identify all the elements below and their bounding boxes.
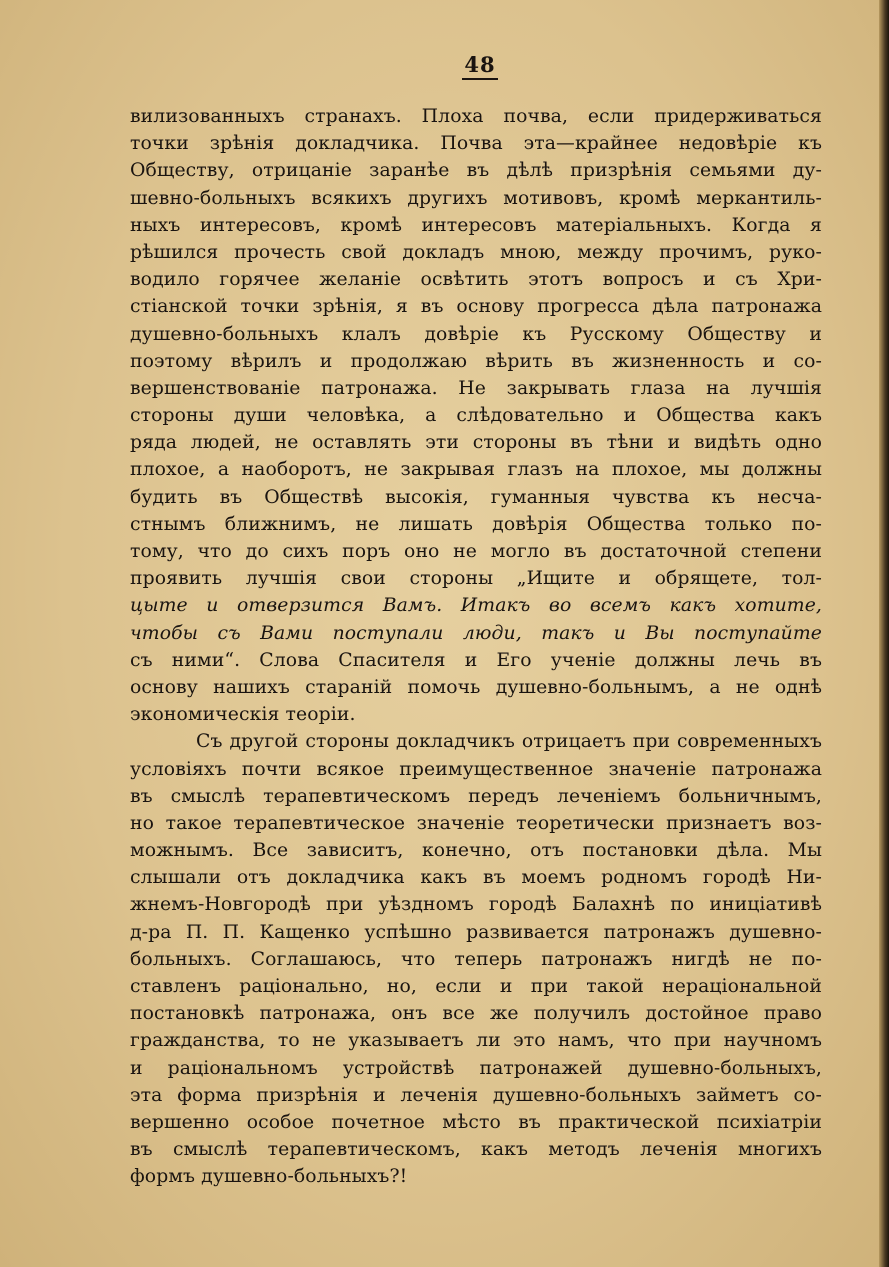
text-line: въ смыслѣ терапевтическомъ передъ леченіемъ больничнымъ, — [130, 785, 822, 807]
text-line: основу нашихъ стараній помочь душевно-больнымъ, а не однѣ — [130, 676, 822, 698]
text-line: рѣшился прочесть свой докладъ мною, между прочимъ, руко- — [130, 241, 822, 263]
text-line: Обществу, отрицаніе заранѣе въ дѣлѣ призрѣнія семьями ду- — [130, 160, 822, 182]
text-line: поэтому вѣрилъ и продолжаю вѣрить въ жизненность и со- — [130, 350, 822, 372]
paragraph-1 — [130, 103, 822, 728]
text-line-italic: цыте и отверзится Вамъ. Итакъ во всемъ какъ хотите, — [130, 595, 822, 617]
text-line: тому, что до сихъ поръ оно не могло въ достаточной степени — [130, 541, 822, 562]
text-line: ныхъ интересовъ, кромѣ интересовъ матеріальныхъ. Когда я — [130, 214, 822, 236]
text-line: и раціональномъ устройствѣ патронажей душевно-больныхъ, — [130, 1057, 822, 1079]
page-edge-shadow — [879, 0, 889, 1267]
text-line: водило горячее желаніе освѣтить этотъ вопросъ и съ Хри- — [130, 269, 822, 291]
text-line: больныхъ. Соглашаюсь, что теперь патронажъ нигдѣ не по- — [130, 948, 822, 970]
text-line: стіанской точки зрѣнія, я въ основу прогресса дѣла патронажа — [130, 296, 822, 318]
text-line: эта форма призрѣнія и леченія душевно-больныхъ займетъ со- — [130, 1084, 822, 1106]
text-line: будить въ Обществѣ высокія, гуманныя чувства къ несча- — [130, 486, 822, 508]
body-text — [130, 103, 822, 1191]
text-line: гражданства, то не указываетъ ли это намъ, что при научномъ — [130, 1030, 822, 1052]
paragraph-2 — [130, 728, 822, 1190]
text-line: постановкѣ патронажа, онъ все же получилъ достойное право — [130, 1003, 822, 1025]
text-line: стнымъ ближнимъ, не лишать довѣрія Общества только по- — [130, 513, 822, 535]
text-line: условіяхъ почти всякое преимущественное значеніе патронажа — [130, 758, 822, 780]
text-line: ряда людей, не оставлять эти стороны въ тѣни и видѣть одно — [130, 432, 822, 454]
text-line: въ смыслѣ терапевтическомъ, какъ методъ леченія многихъ — [130, 1139, 822, 1161]
text-line: вершенствованіе патронажа. Не закрывать глаза на лучшія — [130, 377, 822, 399]
text-line: вершенно особое почетное мѣсто въ практической психіатріи — [130, 1111, 822, 1133]
text-line: проявить лучшія свои стороны „Ищите и обрящете, тол- — [130, 568, 822, 590]
text-line: съ ними“. Слова Спасителя и Его ученіе должны лечь въ — [130, 649, 822, 671]
text-line: д-ра П. П. Кащенко успѣшно развивается патронажъ душевно- — [130, 921, 822, 943]
text-line-italic: чтобы съ Вами поступали люди, такъ и Вы поступайте — [130, 622, 822, 644]
text-line: слышали отъ докладчика какъ въ моемъ родномъ городѣ Ни- — [130, 867, 822, 889]
text-line: душевно-больныхъ клалъ довѣріе къ Русскому Обществу и — [130, 323, 822, 345]
text-line: вилизованныхъ странахъ. Плоха почва, если придерживаться — [130, 106, 822, 127]
text-line: но такое терапевтическое значеніе теоретически признаетъ воз- — [130, 812, 822, 834]
text-line: Съ другой стороны докладчикъ отрицаетъ при современныхъ — [196, 731, 822, 753]
text-line: экономическія теоріи. — [130, 704, 356, 726]
text-line: шевно-больныхъ всякихъ другихъ мотивовъ, кромѣ меркантиль- — [130, 187, 822, 209]
text-line: можнымъ. Все зависитъ, конечно, отъ постановки дѣла. Мы — [130, 840, 822, 862]
text-line: стороны души человѣка, а слѣдовательно и Общества какъ — [130, 405, 822, 427]
page-number: 48 — [0, 52, 889, 77]
text-line: жнемъ-Новгородѣ при уѣздномъ городѣ Балахнѣ по иниціативѣ — [130, 894, 822, 916]
text-line: плохое, а наоборотъ, не закрывая глазъ на плохое, мы должны — [130, 459, 822, 481]
text-line: точки зрѣнія докладчика. Почва эта—крайнее недовѣріе къ — [130, 133, 822, 155]
text-line: формъ душевно-больныхъ?! — [130, 1166, 408, 1188]
text-line: ставленъ раціонально, но, если и при такой нераціональной — [130, 976, 822, 997]
